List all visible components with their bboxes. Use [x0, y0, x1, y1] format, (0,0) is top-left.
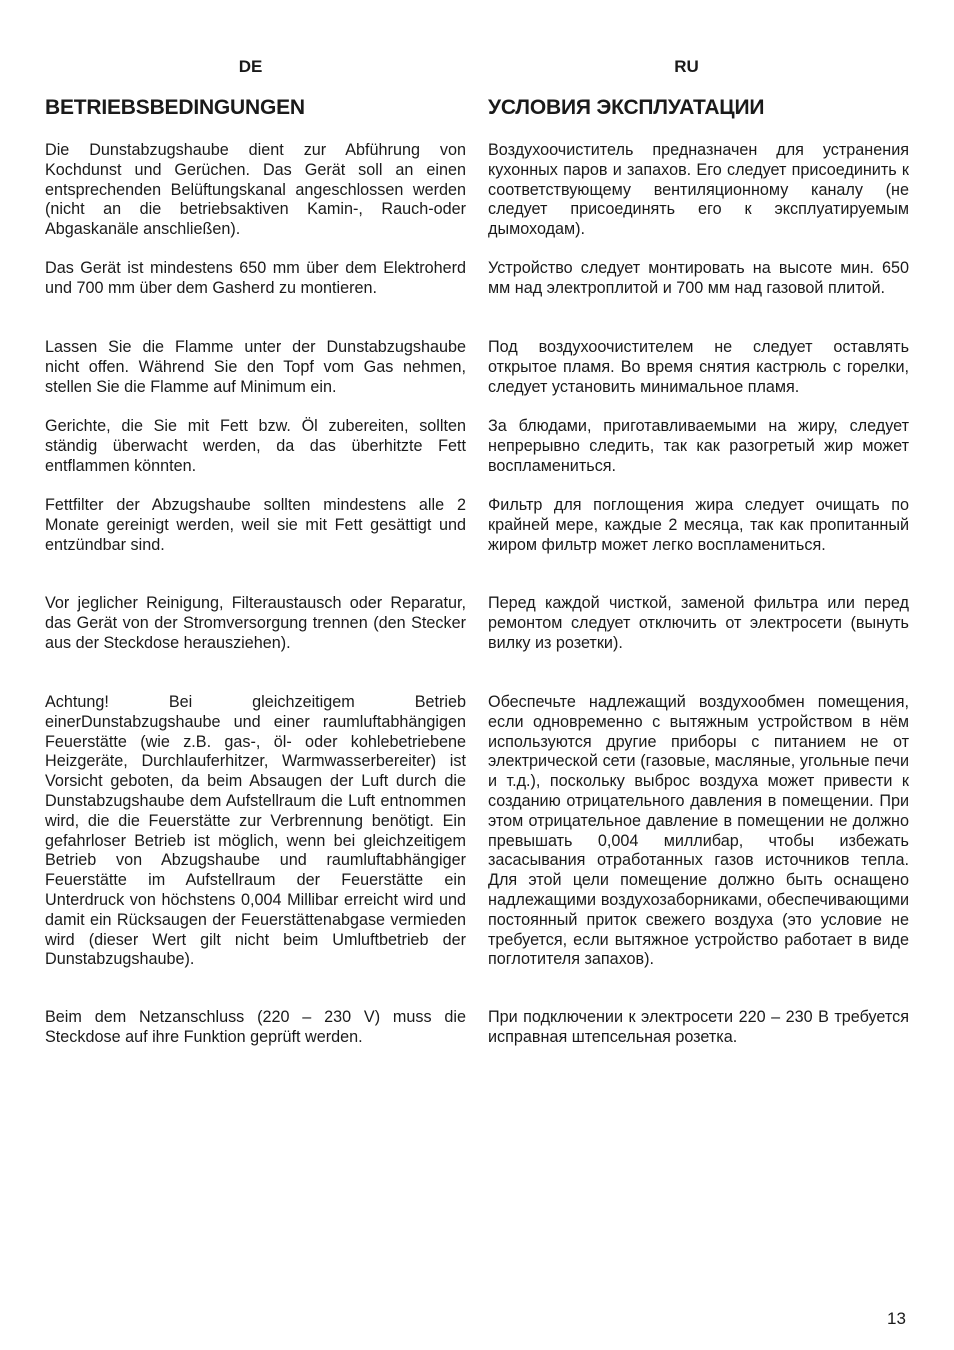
paragraph-ru-8: При подключении к электросети 220 – 230 В требуется исправная штепсельная розетка.	[488, 1008, 909, 1046]
paragraph-de-2: Das Gerät ist mindestens 650 mm über dem Elektroherd und 700 mm über dem Gasherd zu montieren.	[45, 259, 466, 297]
paragraph-ru-5: Фильтр для поглощения жира следует очищать по крайней мере, каждые 2 месяца, так как пропитанный жиром фильтр может легко воспламениться.	[488, 496, 909, 554]
paragraph-de-5: Fettfilter der Abzugshaube sollten mindestens alle 2 Monate gereinigt werden, weil sie mit Fett gesättigt und entzündbar sind.	[45, 496, 466, 554]
paragraph-de-1: Die Dunstabzugshaube dient zur Abführung von Kochdunst und Gerüchen. Das Gerät soll an einen entsprechenden Belüftungskanal angeschlossen werden (nicht an die betriebsaktiven Kamin-, Rauch-oder Abgaskanäle anschließen).	[45, 141, 466, 239]
page-number: 13	[887, 1309, 906, 1328]
paragraph-ru-7: Обеспечьте надлежащий воздухообмен помещения, если одновременно с вытяжным устройством в нём используются другие приборы с питанием не от электрической сети (газовые, масляные, угольные печи и т.д.), поскольку выброс воздуха может привести к созданию отрицательного давления в помещении. При этом отрицательное давление в помещении не должно превышать 0,004 миллибар, чтобы избежать засасывания отработанных газов источников тепла. Для этой цели помещение должно быть оснащено надлежащими воздухозаборниками, обеспечивающими постоянный приток свежего воздуха (это условие не требуется, если вытяжное устройство работает в виде поглотителя запахов).	[488, 693, 909, 969]
paragraph-ru-1: Воздухоочиститель предназначен для устранения кухонных паров и запахов. Его следует присоединить к соответствующему вентиляционному каналу (не следует присоединять его к эксплуатируемым дымоходам).	[488, 141, 909, 239]
paragraph-de-3: Lassen Sie die Flamme unter der Dunstabzugshaube nicht offen. Während Sie den Topf vom Gas nehmen, stellen Sie die Flamme auf Minimum ein.	[45, 338, 466, 396]
section-title-de: BETRIEBSBEDINGUNGEN	[45, 96, 305, 119]
language-code-ru: RU	[674, 57, 699, 76]
paragraph-ru-3: Под воздухоочистителем не следует оставлять открытое пламя. Во время снятия кастрюль с горелки, следует установить минимальное пламя.	[488, 338, 909, 396]
paragraph-ru-6: Перед каждой чисткой, заменой фильтра или перед ремонтом следует отключить от электросети (вынуть вилку из розетки).	[488, 594, 909, 652]
paragraph-ru-4: За блюдами, приготавливаемыми на жиру, следует непрерывно следить, так как разогретый жир может воспламениться.	[488, 417, 909, 475]
paragraph-de-4: Gerichte, die Sie mit Fett bzw. Öl zubereiten, sollten ständig überwacht werden, da das überhitzte Fett entflammen könnten.	[45, 417, 466, 475]
paragraph-de-7: Achtung! Bei gleichzeitigem Betrieb einerDunstabzugshaube und einer raumluftabhängigen Feuerstätte (wie z.B. gas-, öl- oder kohlebetriebene Heizgeräte, Durchlauferhitzer, Warmwasserbereiter) ist Vorsicht geboten, da beim Absaugen der Luft durch die Dunstabzugshaube dem Aufstellraum die Luft entnommen wird, die die Feuerstätte zur Verbrennung benötigt. Ein gefahrloser Betrieb ist möglich, wenn bei gleichzeitigem Betrieb von Abzugshaube und raumluftabhängiger Feuerstätte im Aufstellraum der Feuerstätte ein Unterdruck von höchstens 0,004 Millibar erreicht wird und damit ein Rücksaugen der Feuerstättenabgase vermieden wird (dieser Wert gilt nicht beim Umluftbetrieb der Dunstabzugshaube).	[45, 693, 466, 969]
section-title-ru: УСЛОВИЯ ЭКСПЛУАТАЦИИ	[488, 96, 765, 119]
paragraph-ru-2: Устройство следует монтировать на высоте мин. 650 мм над электроплитой и 700 мм над газовой плитой.	[488, 259, 909, 297]
language-code-de: DE	[238, 57, 263, 76]
paragraph-de-8: Beim dem Netzanschluss (220 – 230 V) muss die Steckdose auf ihre Funktion geprüft werden.	[45, 1008, 466, 1046]
paragraph-de-6: Vor jeglicher Reinigung, Filteraustausch oder Reparatur, das Gerät von der Stromversorgung trennen (den Stecker aus der Steckdose herausziehen).	[45, 594, 466, 652]
